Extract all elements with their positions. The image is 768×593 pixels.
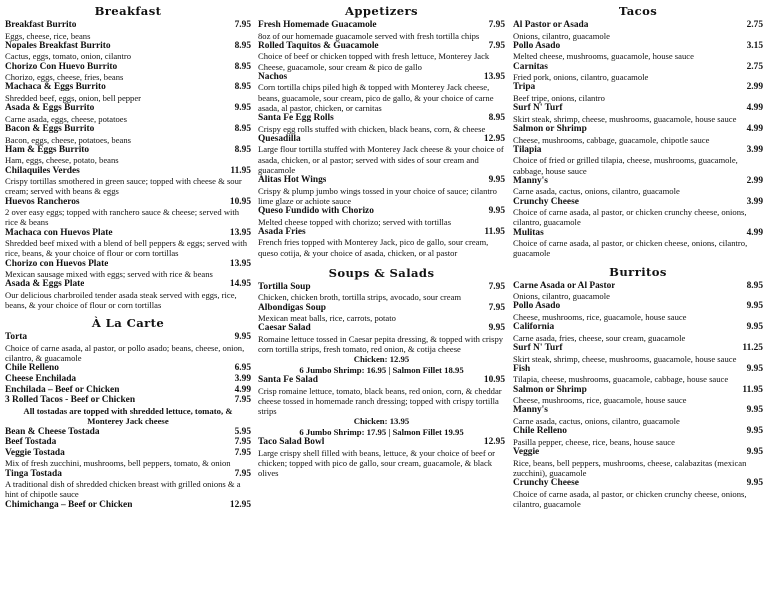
menu-item xyxy=(258,41,505,72)
menu-item-description: Rice, beans, bell peppers, mushrooms, cheese, calabazitas (mexican zucchini), guacamole xyxy=(513,457,747,478)
menu-item-name: Surf N' Turf xyxy=(513,342,563,353)
menu-item-price: 9.95 xyxy=(234,103,251,114)
menu-item-price: 8.95 xyxy=(234,40,251,51)
menu-item xyxy=(258,134,505,175)
menu-item-price: 8.95 xyxy=(234,82,251,93)
menu-item xyxy=(513,426,763,447)
menu-item-price: 9.95 xyxy=(488,323,505,334)
menu-item xyxy=(258,20,505,41)
santa-fe-note-seafood: 6 Jumbo Shrimp: 17.95 | Salmon Fillet 19.95 xyxy=(299,426,464,437)
menu-item-description: Cheese, mushrooms, rice, guacamole, house sauce xyxy=(513,395,687,406)
menu-item-name: Enchilada – Beef or Chicken xyxy=(5,384,120,395)
menu-item xyxy=(258,437,505,478)
menu-item-name: Ham & Eggs Burrito xyxy=(5,144,90,155)
menu-item-header xyxy=(513,145,763,156)
menu-item-price: 2.75 xyxy=(746,61,763,72)
menu-item-name: Breakfast Burrito xyxy=(5,20,77,30)
menu-item xyxy=(513,124,763,145)
menu-item xyxy=(513,385,763,406)
menu-item-header xyxy=(513,343,763,354)
menu-item-header xyxy=(5,374,251,385)
menu-item xyxy=(258,227,505,258)
menu-item-price: 9.95 xyxy=(746,301,763,312)
menu-item-price: 6.95 xyxy=(234,363,251,374)
menu-item-header xyxy=(513,301,763,312)
menu-item xyxy=(5,228,251,259)
menu-item-header xyxy=(258,375,505,386)
menu-item xyxy=(5,363,251,374)
menu-item-price: 9.95 xyxy=(488,175,505,185)
menu-item-description: Crispy egg rolls stuffed with chicken, black beans, corn, & cheese xyxy=(258,123,486,134)
menu-item-price: 7.95 xyxy=(488,40,505,51)
menu-item-price: 4.99 xyxy=(746,123,763,134)
menu-item-header xyxy=(513,322,763,333)
menu-item xyxy=(513,364,763,385)
menu-item-header xyxy=(258,227,505,238)
menu-item-price: 4.99 xyxy=(234,384,251,395)
menu-item-header xyxy=(5,448,251,459)
menu-item xyxy=(513,103,763,124)
menu-item-description: Bacon, eggs, cheese, potatoes, beans xyxy=(5,134,131,145)
menu-item-description: Pasilla pepper, cheese, rice, beans, house sauce xyxy=(513,436,675,447)
menu-item-description: Mexican meat balls, rice, carrots, potato xyxy=(258,313,396,324)
menu-item-header xyxy=(258,134,505,145)
menu-item xyxy=(258,303,505,324)
menu-item-name: Carne Asada or Al Pastor xyxy=(513,280,616,291)
menu-item-header xyxy=(258,113,505,124)
taco-salad-list xyxy=(258,437,505,478)
menu-item xyxy=(513,478,763,509)
menu-item-description: Skirt steak, shrimp, cheese, mushrooms, guacamole, house sauce xyxy=(513,353,737,364)
menu-item-description: A traditional dish of shredded chicken breast with grilled onions & a hint of chipotle sauce xyxy=(5,479,241,500)
menu-item xyxy=(5,500,251,511)
menu-item-header xyxy=(5,124,251,135)
tacos-list xyxy=(513,20,763,259)
menu-item-name: Alitas Hot Wings xyxy=(258,175,327,185)
menu-item-name: Caesar Salad xyxy=(258,323,311,334)
menu-item xyxy=(5,103,251,124)
menu-item-header xyxy=(5,41,251,52)
menu-item xyxy=(5,385,251,396)
breakfast-title: Breakfast xyxy=(94,4,162,18)
menu-item-description: Cheese, mushrooms, cabbage, guacamole, chipotle sauce xyxy=(513,134,710,145)
menu-item-header xyxy=(513,228,763,239)
menu-item xyxy=(258,282,505,303)
menu-item xyxy=(5,62,251,83)
menu-item-description: Cactus, eggs, tomato, onion, cilantro xyxy=(5,51,132,62)
menu-item-description: Onions, cilantro, guacamole xyxy=(513,291,610,302)
menu-item-name: Huevos Rancheros xyxy=(5,196,80,207)
menu-item-name: Asada Fries xyxy=(258,226,306,237)
menu-item-description: Choice of fried or grilled tilapia, cheese, mushrooms, guacamole, cabbage, house sauce xyxy=(513,155,738,176)
menu-item-price: 10.95 xyxy=(229,196,251,207)
menu-item-name: Manny's xyxy=(513,405,548,416)
menu-item-price: 8.95 xyxy=(488,113,505,123)
menu-item-name: Pollo Asado xyxy=(513,40,561,51)
menu-item-header xyxy=(513,62,763,73)
menu-item-price: 13.95 xyxy=(483,71,505,82)
menu-item-description: Shredded beef mixed with a blend of bell peppers & eggs; served with rice, beans, & your choice of flour or corn tortillas xyxy=(5,238,247,259)
menu-item-name: Nachos xyxy=(258,71,288,82)
menu-item-price: 2.99 xyxy=(746,175,763,186)
menu-item xyxy=(258,206,505,227)
menu-item-name: Chile Relleno xyxy=(5,363,59,374)
menu-item-name: Chilaquiles Verdes xyxy=(5,165,80,176)
menu-item xyxy=(513,322,763,343)
menu-item-name: Fish xyxy=(513,363,531,374)
menu-item-header xyxy=(258,206,505,217)
menu-item-description: Onions, cilantro, guacamole xyxy=(513,30,610,41)
menu-item-price: 3.99 xyxy=(746,144,763,155)
tostada-note: All tostadas are topped with shredded lettuce, tomato, & Monterey Jack cheese xyxy=(23,405,233,427)
menu-item-price: 8.95 xyxy=(234,123,251,134)
menu-item-price: 3.99 xyxy=(234,373,251,384)
appetizers-list xyxy=(258,20,505,258)
menu-item-header xyxy=(5,82,251,93)
menu-item-price: 7.95 xyxy=(234,437,251,448)
menu-item-description: Skirt steak, shrimp, cheese, mushrooms, guacamole, house sauce xyxy=(513,113,737,124)
menu-item-description: Beef tripe, onions, cilantro xyxy=(513,92,605,103)
menu-item xyxy=(513,405,763,426)
menu-item-header xyxy=(513,197,763,208)
a-la-carte-title: À La Carte xyxy=(91,316,165,331)
tacos-title: Tacos xyxy=(618,4,658,18)
menu-item-header xyxy=(513,405,763,416)
menu-item-header xyxy=(513,426,763,437)
menu-item xyxy=(513,20,763,41)
menu-item xyxy=(5,124,251,145)
menu-item-header xyxy=(5,145,251,156)
menu-item-description: Choice of carne asada, al pastor, or chicken cheese, onions, cilantro, guacamole xyxy=(513,238,748,259)
menu-item-price: 9.95 xyxy=(746,477,763,488)
menu-item-name: Fresh Homemade Guacamole xyxy=(258,20,377,30)
menu-item-name: Veggie xyxy=(513,446,540,457)
menu-item xyxy=(5,82,251,103)
menu-item-name: Chimichanga – Beef or Chicken xyxy=(5,499,133,510)
menu-item-description: Carne asada, fries, cheese, sour cream, guacamole xyxy=(513,332,686,343)
caesar-note-chicken: Chicken: 12.95 xyxy=(353,354,410,365)
menu-item-description: Crispy tortillas smothered in green sauce; topped with cheese & sour cream; served with beans & eggs xyxy=(5,176,242,197)
burritos-list xyxy=(513,281,763,509)
menu-item-price: 8.95 xyxy=(746,280,763,291)
menu-item-header xyxy=(513,447,763,458)
menu-item-header xyxy=(5,197,251,208)
menu-item-name: California xyxy=(513,322,555,333)
menu-item xyxy=(513,301,763,322)
menu-item-name: Asada & Eggs Plate xyxy=(5,279,85,290)
menu-item-name: Rolled Taquitos & Guacamole xyxy=(258,40,379,51)
menu-item-name: Cheese Enchilada xyxy=(5,373,77,384)
menu-item-header xyxy=(513,478,763,489)
menu-item xyxy=(513,82,763,103)
menu-item-name: Asada & Eggs Burrito xyxy=(5,103,95,114)
menu-item xyxy=(513,145,763,176)
menu-item-name: Bacon & Eggs Burrito xyxy=(5,123,95,134)
appetizers-title: Appetizers xyxy=(345,4,418,18)
menu-item-header xyxy=(5,427,251,438)
menu-item-name: Salmon or Shrimp xyxy=(513,123,587,134)
menu-item-description: Romaine lettuce tossed in Caesar pepita dressing, & topped with crispy corn tortilla strips, fresh tomato, red onion, & cotija cheese xyxy=(258,333,504,355)
soups-title: Soups & Salads xyxy=(328,265,435,280)
menu-item xyxy=(5,41,251,62)
menu-item-name: Chorizo con Huevos Plate xyxy=(5,258,109,269)
menu-item-name: Bean & Cheese Tostada xyxy=(5,426,100,437)
menu-item-price: 7.95 xyxy=(234,395,251,406)
menu-item-description: Choice of carne asada, al pastor, or pollo asado; beans, cheese, onion, cilantro, & guacamole xyxy=(5,342,245,364)
menu-item-price: 9.95 xyxy=(746,446,763,457)
menu-item-header xyxy=(258,323,505,334)
menu-item xyxy=(513,41,763,62)
menu-item-price: 9.95 xyxy=(746,405,763,416)
menu-item-header xyxy=(258,72,505,83)
menu-item-description: 8oz of our homemade guacamole served with fresh tortilla chips xyxy=(258,30,480,41)
santa-fe-list xyxy=(258,375,505,416)
menu-item-name: Torta xyxy=(5,332,28,343)
menu-item xyxy=(5,259,251,280)
menu-item-description: Corn tortilla chips piled high & topped with Monterey Jack cheese, beans, guacamole, sour cream, pico de gallo, & your choice of carne asada, al pastor, chicken, or carnitas xyxy=(258,82,494,113)
menu-item-price: 9.95 xyxy=(488,206,505,216)
menu-item xyxy=(513,176,763,197)
menu-item-price: 12.95 xyxy=(483,437,505,448)
menu-item-name: 3 Rolled Tacos - Beef or Chicken xyxy=(5,395,136,406)
menu-item-price: 2.75 xyxy=(746,20,763,30)
menu-item-price: 10.95 xyxy=(483,375,505,386)
menu-item-header xyxy=(513,103,763,114)
menu-item-price: 11.25 xyxy=(742,342,763,353)
menu-item-name: Machaca con Huevos Plate xyxy=(5,227,113,238)
menu-item-description: Tilapia, cheese, mushrooms, guacamole, cabbage, house sauce xyxy=(513,374,729,385)
menu-item-description: 2 over easy eggs; topped with ranchero sauce & cheese; served with rice & beans xyxy=(5,207,240,228)
menu-item-header xyxy=(513,176,763,187)
menu-item-header xyxy=(258,175,505,186)
menu-item-header xyxy=(5,62,251,73)
menu-item xyxy=(5,427,251,438)
menu-item-description: French fries topped with Monterey Jack, pico de gallo, sour cream, queso cotija, & your choice of asada, chicken, or al pastor xyxy=(258,237,489,258)
menu-item-description: Shredded beef, eggs, onion, bell pepper xyxy=(5,92,142,103)
menu-item xyxy=(5,437,251,448)
menu-item-price: 4.99 xyxy=(746,227,763,238)
menu-item-description: Our delicious charbroiled tender asada steak served with eggs, rice, beans, & your choice of flour or corn tortillas xyxy=(5,289,237,311)
breakfast-list xyxy=(5,20,251,310)
menu-item-header xyxy=(5,228,251,239)
menu-item xyxy=(5,332,251,363)
menu-item-header xyxy=(5,166,251,177)
menu-item-header xyxy=(5,103,251,114)
menu-item xyxy=(258,113,505,134)
menu-item-header xyxy=(5,437,251,448)
menu-item-price: 7.95 xyxy=(234,447,251,458)
menu-item-header xyxy=(513,41,763,52)
menu-item-header xyxy=(258,282,505,293)
menu-item xyxy=(5,374,251,385)
menu-item-name: Crunchy Cheese xyxy=(513,196,579,207)
menu-item-name: Tinga Tostada xyxy=(5,468,62,479)
menu-item-name: Taco Salad Bowl xyxy=(258,437,325,448)
menu-item-price: 2.99 xyxy=(746,82,763,93)
menu-item-description: Mix of fresh zucchini, mushrooms, bell peppers, tomato, & onion xyxy=(5,458,231,469)
menu-item-name: Al Pastor or Asada xyxy=(513,20,589,30)
menu-item-name: Nopales Breakfast Burrito xyxy=(5,40,111,51)
menu-item-name: Tilapia xyxy=(513,144,542,155)
menu-item-header xyxy=(5,259,251,270)
menu-item-price: 11.95 xyxy=(742,384,763,395)
menu-item-description: Large flour tortilla stuffed with Monterey Jack cheese & your choice of asada, chicken, or al pastor; served with sides of sour cream and guacamole xyxy=(258,144,504,175)
menu-item xyxy=(5,145,251,166)
menu-item-header xyxy=(513,20,763,31)
menu-item-description: Melted cheese, mushrooms, guacamole, house sauce xyxy=(513,51,694,62)
menu-item-description: Choice of carne asada, al pastor, or chicken crunchy cheese, onions, cilantro, guacamole xyxy=(513,488,747,509)
soups-list xyxy=(258,282,505,355)
menu-item-price: 3.99 xyxy=(746,196,763,207)
menu-item-description: Mexican sausage mixed with eggs; served with rice & beans xyxy=(5,269,213,280)
menu-item xyxy=(513,197,763,228)
menu-item-header xyxy=(5,332,251,343)
menu-item-header xyxy=(5,395,251,406)
menu-item-name: Quesadilla xyxy=(258,133,301,144)
menu-item xyxy=(513,447,763,478)
menu-item-price: 12.95 xyxy=(229,499,251,510)
menu-item-description: Chorizo, eggs, cheese, fries, beans xyxy=(5,72,124,83)
menu-item-price: 12.95 xyxy=(483,133,505,144)
menu-item-price: 9.95 xyxy=(234,332,251,343)
menu-item-description: Carne asada, eggs, cheese, potatoes xyxy=(5,113,127,124)
menu-item-description: Cheese, mushrooms, rice, guacamole, house sauce xyxy=(513,311,687,322)
menu-item-price: 14.95 xyxy=(229,279,251,290)
menu-item-header xyxy=(258,437,505,448)
left-column xyxy=(5,0,251,593)
menu-item-name: Queso Fundido with Chorizo xyxy=(258,206,374,216)
menu-item-description: Chicken, chicken broth, tortilla strips, avocado, sour cream xyxy=(258,292,462,303)
menu-item-description: Carne asada, cactus, onions, cilantro, guacamole xyxy=(513,415,680,426)
menu-item-price: 7.95 xyxy=(488,281,505,292)
menu-item xyxy=(258,175,505,206)
menu-item-price: 4.99 xyxy=(746,103,763,114)
menu-item-price: 7.95 xyxy=(234,20,251,30)
menu-item xyxy=(5,395,251,406)
menu-item xyxy=(513,343,763,364)
menu-item-name: Machaca & Eggs Burrito xyxy=(5,82,106,93)
menu-item xyxy=(5,166,251,197)
menu-item-description: Fried pork, onions, cilantro, guacamole xyxy=(513,72,649,83)
burritos-title: Burritos xyxy=(609,264,667,279)
menu-item-name: Chorizo Con Huevo Burrito xyxy=(5,61,118,72)
menu-item-price: 11.95 xyxy=(230,165,251,176)
menu-item-description: Melted cheese topped with chorizo; served with tortillas xyxy=(258,216,452,227)
menu-item-name: Manny's xyxy=(513,175,548,186)
menu-item-description: Eggs, cheese, rice, beans xyxy=(5,30,91,41)
menu-item-name: Veggie Tostada xyxy=(5,447,65,458)
menu-item-price: 8.95 xyxy=(234,61,251,72)
menu-item-header xyxy=(5,500,251,511)
menu-item-name: Santa Fe Egg Rolls xyxy=(258,113,334,123)
menu-item-description: Carne asada, cactus, onions, cilantro, guacamole xyxy=(513,186,680,197)
menu-item-name: Salmon or Shrimp xyxy=(513,384,587,395)
a-la-carte-list xyxy=(5,332,251,405)
menu-item-name: Carnitas xyxy=(513,61,548,72)
menu-item-price: 7.95 xyxy=(488,20,505,30)
menu-item xyxy=(5,469,251,500)
menu-item-header xyxy=(513,281,763,292)
menu-item-price: 13.95 xyxy=(229,258,251,269)
menu-item xyxy=(258,323,505,354)
menu-item-price: 7.95 xyxy=(234,468,251,479)
menu-item-description: Ham, eggs, cheese, potato, beans xyxy=(5,155,119,166)
santa-fe-note-chicken: Chicken: 13.95 xyxy=(353,416,410,427)
menu-item-name: Santa Fe Salad xyxy=(258,375,318,386)
menu-item-price: 13.95 xyxy=(229,227,251,238)
menu-item-price: 7.95 xyxy=(488,302,505,313)
menu-item-description: Choice of beef or chicken topped with fresh lettuce, Monterey Jack Cheese, guacamole, sour cream & pico de gallo xyxy=(258,51,490,72)
right-column xyxy=(513,0,763,593)
menu-item-price: 3.15 xyxy=(746,40,763,51)
menu-item-header xyxy=(5,279,251,290)
menu-item-header xyxy=(5,20,251,31)
menu-item xyxy=(258,375,505,416)
menu-item xyxy=(5,448,251,469)
menu-item xyxy=(5,197,251,228)
menu-item-header xyxy=(258,20,505,31)
menu-item-price: 9.95 xyxy=(746,426,763,437)
menu-item-description: Choice of carne asada, al pastor, or chicken crunchy cheese, onions, cilantro, guacamole xyxy=(513,207,747,228)
menu-item xyxy=(513,62,763,83)
menu-item xyxy=(258,72,505,113)
menu-item-description: Crisp romaine lettuce, tomato, black beans, red onion, corn, & cheddar cheese tossed in homemade ranch dressing; topped with crispy tortilla strips xyxy=(258,385,502,417)
menu-item-price: 8.95 xyxy=(234,144,251,155)
menu-item xyxy=(513,281,763,302)
menu-item-header xyxy=(513,385,763,396)
middle-column xyxy=(258,0,505,593)
menu-item-name: Beef Tostada xyxy=(5,437,57,448)
menu-item xyxy=(5,20,251,41)
menu-item-name: Tripa xyxy=(513,82,536,93)
menu-item-header xyxy=(513,82,763,93)
menu-item-name: Crunchy Cheese xyxy=(513,477,579,488)
menu-item-name: Albondigas Soup xyxy=(258,302,327,313)
menu-item-name: Mulitas xyxy=(513,227,544,238)
menu-item-name: Chile Relleno xyxy=(513,426,567,437)
menu-item-price: 9.95 xyxy=(746,363,763,374)
menu-item-description: Large crispy shell filled with beans, lettuce, & your choice of beef or chicken; topped with pico de gallo, sour cream, guacamole, & black olives xyxy=(258,447,496,479)
menu-item-header xyxy=(513,124,763,135)
menu-item-name: Tortilla Soup xyxy=(258,281,311,292)
menu-item-header xyxy=(5,363,251,374)
menu-item-price: 9.95 xyxy=(746,322,763,333)
menu-item-price: 11.95 xyxy=(484,226,505,237)
menu-item-header xyxy=(258,41,505,52)
menu-item xyxy=(513,228,763,259)
menu-item-header xyxy=(5,469,251,480)
menu-item-header xyxy=(513,364,763,375)
menu-item xyxy=(5,279,251,310)
menu-item-name: Surf N' Turf xyxy=(513,103,563,114)
menu-item-description: Crispy & plump jumbo wings tossed in your choice of sauce; cilantro lime glaze or achiote sauce xyxy=(258,185,497,206)
menu-item-header xyxy=(258,303,505,314)
menu-item-name: Pollo Asado xyxy=(513,301,561,312)
menu-item-header xyxy=(5,385,251,396)
tostada-list xyxy=(5,427,251,511)
menu-item-price: 5.95 xyxy=(234,426,251,437)
caesar-note-seafood: 6 Jumbo Shrimp: 16.95 | Salmon Fillet 18.95 xyxy=(299,364,464,375)
